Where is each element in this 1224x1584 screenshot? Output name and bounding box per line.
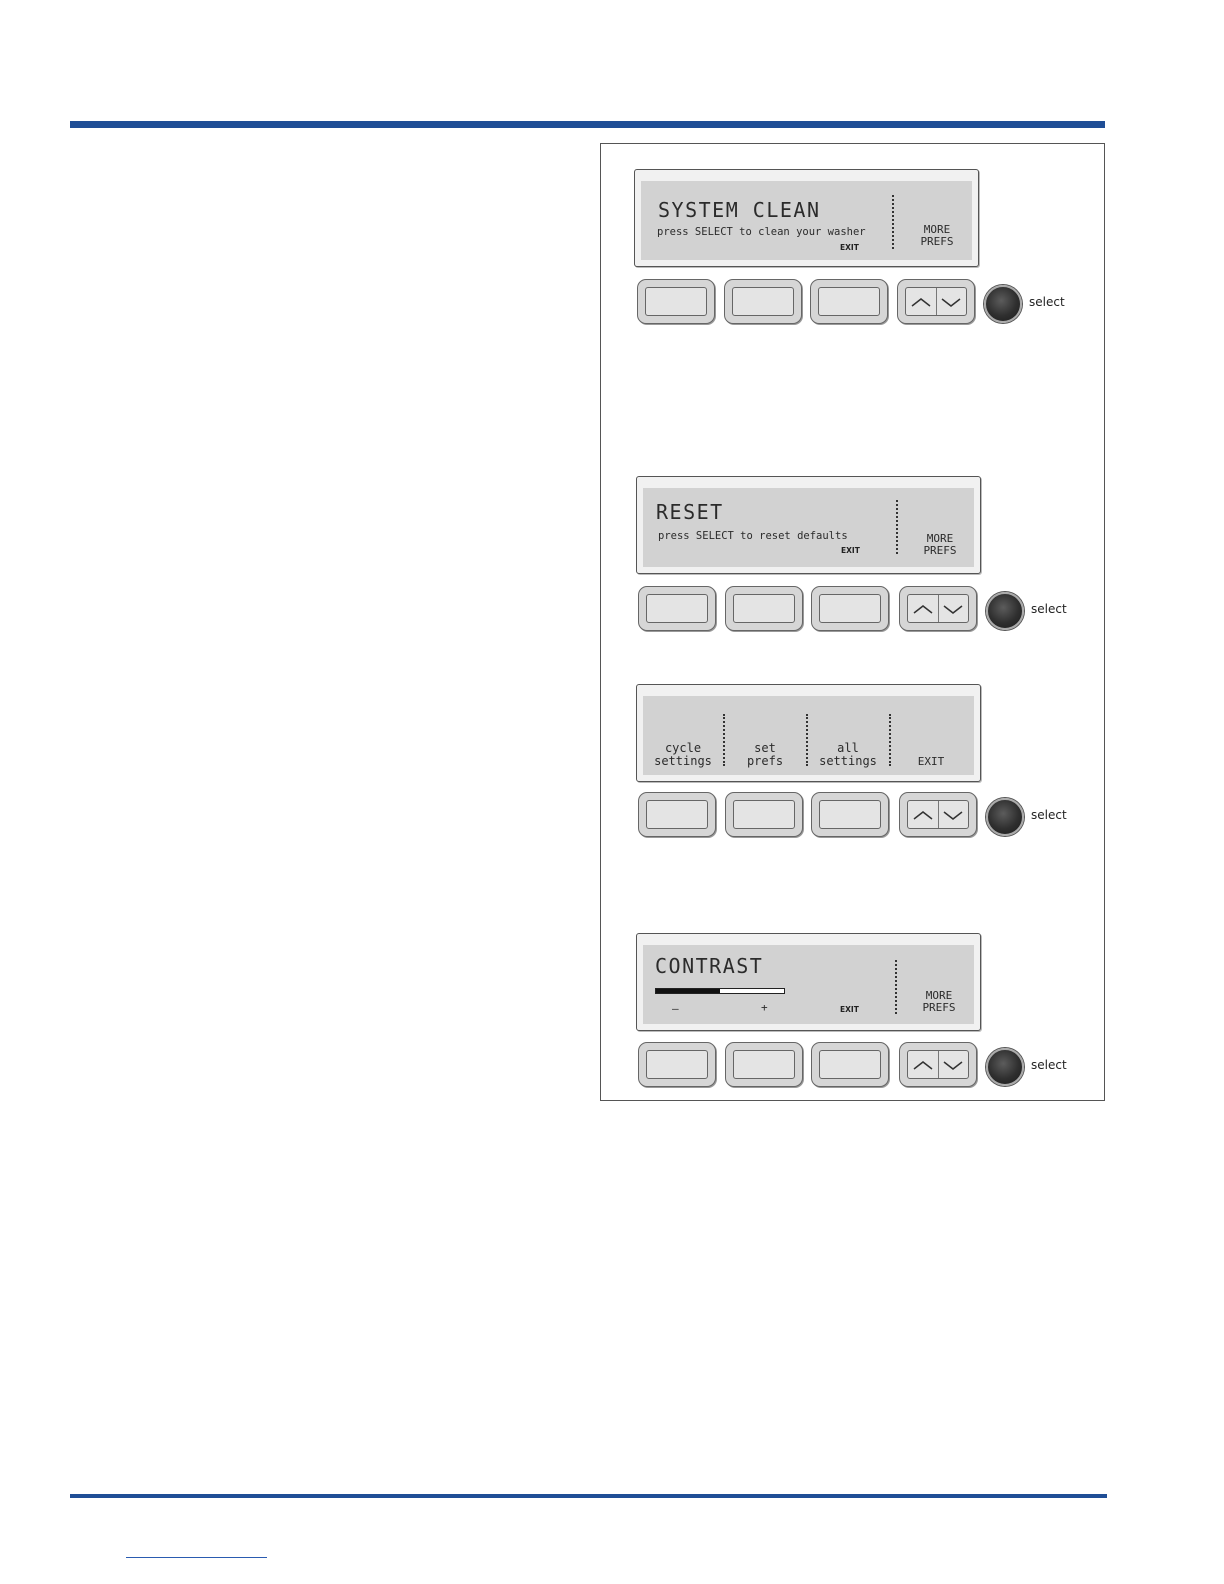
lcd-title: RESET (656, 500, 724, 524)
exit-label: EXIT (841, 546, 860, 555)
menu-item-all-settings: all settings (819, 741, 877, 768)
lcd-divider (896, 500, 898, 554)
lcd-title: SYSTEM CLEAN (658, 198, 821, 222)
lcd-subtitle: press SELECT to clean your washer (657, 226, 866, 238)
softkey-2[interactable] (725, 792, 803, 837)
more-prefs-label: MORE PREFS (923, 532, 957, 557)
up-arrow-icon[interactable] (908, 595, 938, 622)
select-knob[interactable] (986, 798, 1024, 836)
softkey-3[interactable] (810, 279, 888, 324)
exit-label: EXIT (840, 1005, 859, 1014)
menu-item-set-prefs: set prefs (746, 741, 784, 768)
select-label: select (1031, 1058, 1067, 1072)
contrast-minus: – (672, 1002, 679, 1015)
more-prefs-label: MORE PREFS (920, 223, 954, 248)
lcd-screen (641, 181, 972, 260)
lcd-divider (895, 960, 897, 1014)
exit-label: EXIT (840, 243, 859, 252)
down-arrow-icon[interactable] (936, 288, 967, 315)
lcd-divider (892, 195, 894, 249)
softkey-1[interactable] (638, 792, 716, 837)
up-arrow-icon[interactable] (908, 801, 938, 828)
menu-item-cycle-settings: cycle settings (654, 741, 712, 768)
arrow-key[interactable] (899, 586, 977, 631)
select-knob[interactable] (986, 592, 1024, 630)
softkey-3[interactable] (811, 1042, 889, 1087)
lcd-display-system-clean (634, 169, 979, 267)
down-arrow-icon[interactable] (938, 1051, 969, 1078)
footer-underline (126, 1557, 267, 1558)
softkey-3[interactable] (811, 792, 889, 837)
up-arrow-icon[interactable] (908, 1051, 938, 1078)
up-arrow-icon[interactable] (906, 288, 936, 315)
softkey-2[interactable] (724, 279, 802, 324)
more-prefs-label: MORE PREFS (922, 989, 956, 1014)
softkey-1[interactable] (638, 1042, 716, 1087)
lcd-screen (643, 488, 974, 567)
arrow-key[interactable] (899, 792, 977, 837)
contrast-level-bar (655, 988, 785, 994)
lcd-subtitle: press SELECT to reset defaults (658, 530, 848, 542)
arrow-key[interactable] (897, 279, 975, 324)
lcd-display-contrast (636, 933, 981, 1031)
header-rule (70, 121, 1105, 128)
softkey-1[interactable] (638, 586, 716, 631)
contrast-level-fill (656, 989, 720, 993)
softkey-2[interactable] (725, 586, 803, 631)
down-arrow-icon[interactable] (938, 595, 969, 622)
select-label: select (1029, 295, 1065, 309)
select-label: select (1031, 808, 1067, 822)
lcd-display-menu (636, 684, 981, 782)
contrast-plus: + (761, 1001, 768, 1014)
down-arrow-icon[interactable] (938, 801, 969, 828)
select-knob[interactable] (984, 285, 1022, 323)
select-label: select (1031, 602, 1067, 616)
select-knob[interactable] (986, 1048, 1024, 1086)
control-panel-figure (600, 143, 1105, 1101)
softkey-1[interactable] (637, 279, 715, 324)
lcd-display-reset (636, 476, 981, 574)
arrow-key[interactable] (899, 1042, 977, 1087)
lcd-screen (643, 696, 974, 775)
footer-rule (70, 1494, 1107, 1498)
lcd-title: CONTRAST (655, 954, 764, 978)
lcd-screen (643, 945, 974, 1024)
softkey-3[interactable] (811, 586, 889, 631)
menu-item-exit: EXIT (917, 755, 945, 768)
softkey-2[interactable] (725, 1042, 803, 1087)
